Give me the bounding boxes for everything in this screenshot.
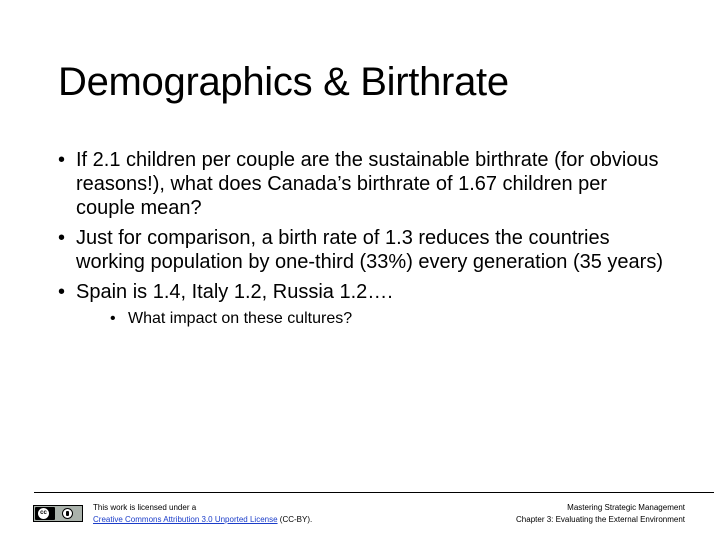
license-notice — [93, 502, 312, 526]
sub-bullet-text: What impact on these cultures? — [128, 310, 353, 327]
course-info — [516, 502, 685, 526]
course-title: Mastering Strategic Management — [567, 503, 685, 512]
cc-by-license-badge[interactable] — [33, 505, 83, 522]
bullet-list — [58, 148, 668, 337]
cc-logo-block — [35, 507, 55, 520]
license-prefix: This work is licensed under a — [93, 503, 197, 512]
bullet-item — [58, 148, 668, 220]
sub-bullet-item — [76, 307, 668, 331]
bullet-text: Just for comparison, a birth rate of 1.3 reduces the countries working population by one-third (33%) every generation (35 years) — [76, 227, 663, 273]
sub-bullet-glyph: • — [110, 310, 116, 327]
cc-icon: cc — [37, 507, 50, 520]
license-suffix: (CC-BY). — [279, 515, 313, 524]
attribution-person-icon — [62, 508, 73, 519]
license-link[interactable]: Creative Commons Attribution 3.0 Unported License — [93, 515, 278, 524]
bullet-item — [58, 280, 668, 331]
bullet-text: If 2.1 children per couple are the sustainable birthrate (for obvious reasons!), what does Canada’s birthrate of 1.67 children per couple mean? — [76, 149, 659, 219]
slide-title: Demographics & Birthrate — [58, 60, 509, 104]
bullet-glyph: • — [58, 149, 66, 171]
bullet-glyph: • — [58, 281, 66, 303]
bullet-text: Spain is 1.4, Italy 1.2, Russia 1.2…. — [76, 281, 393, 303]
footer-divider — [34, 492, 714, 493]
chapter-title: Chapter 3: Evaluating the External Environment — [516, 515, 685, 524]
bullet-item — [58, 226, 668, 274]
bullet-glyph: • — [58, 227, 66, 249]
